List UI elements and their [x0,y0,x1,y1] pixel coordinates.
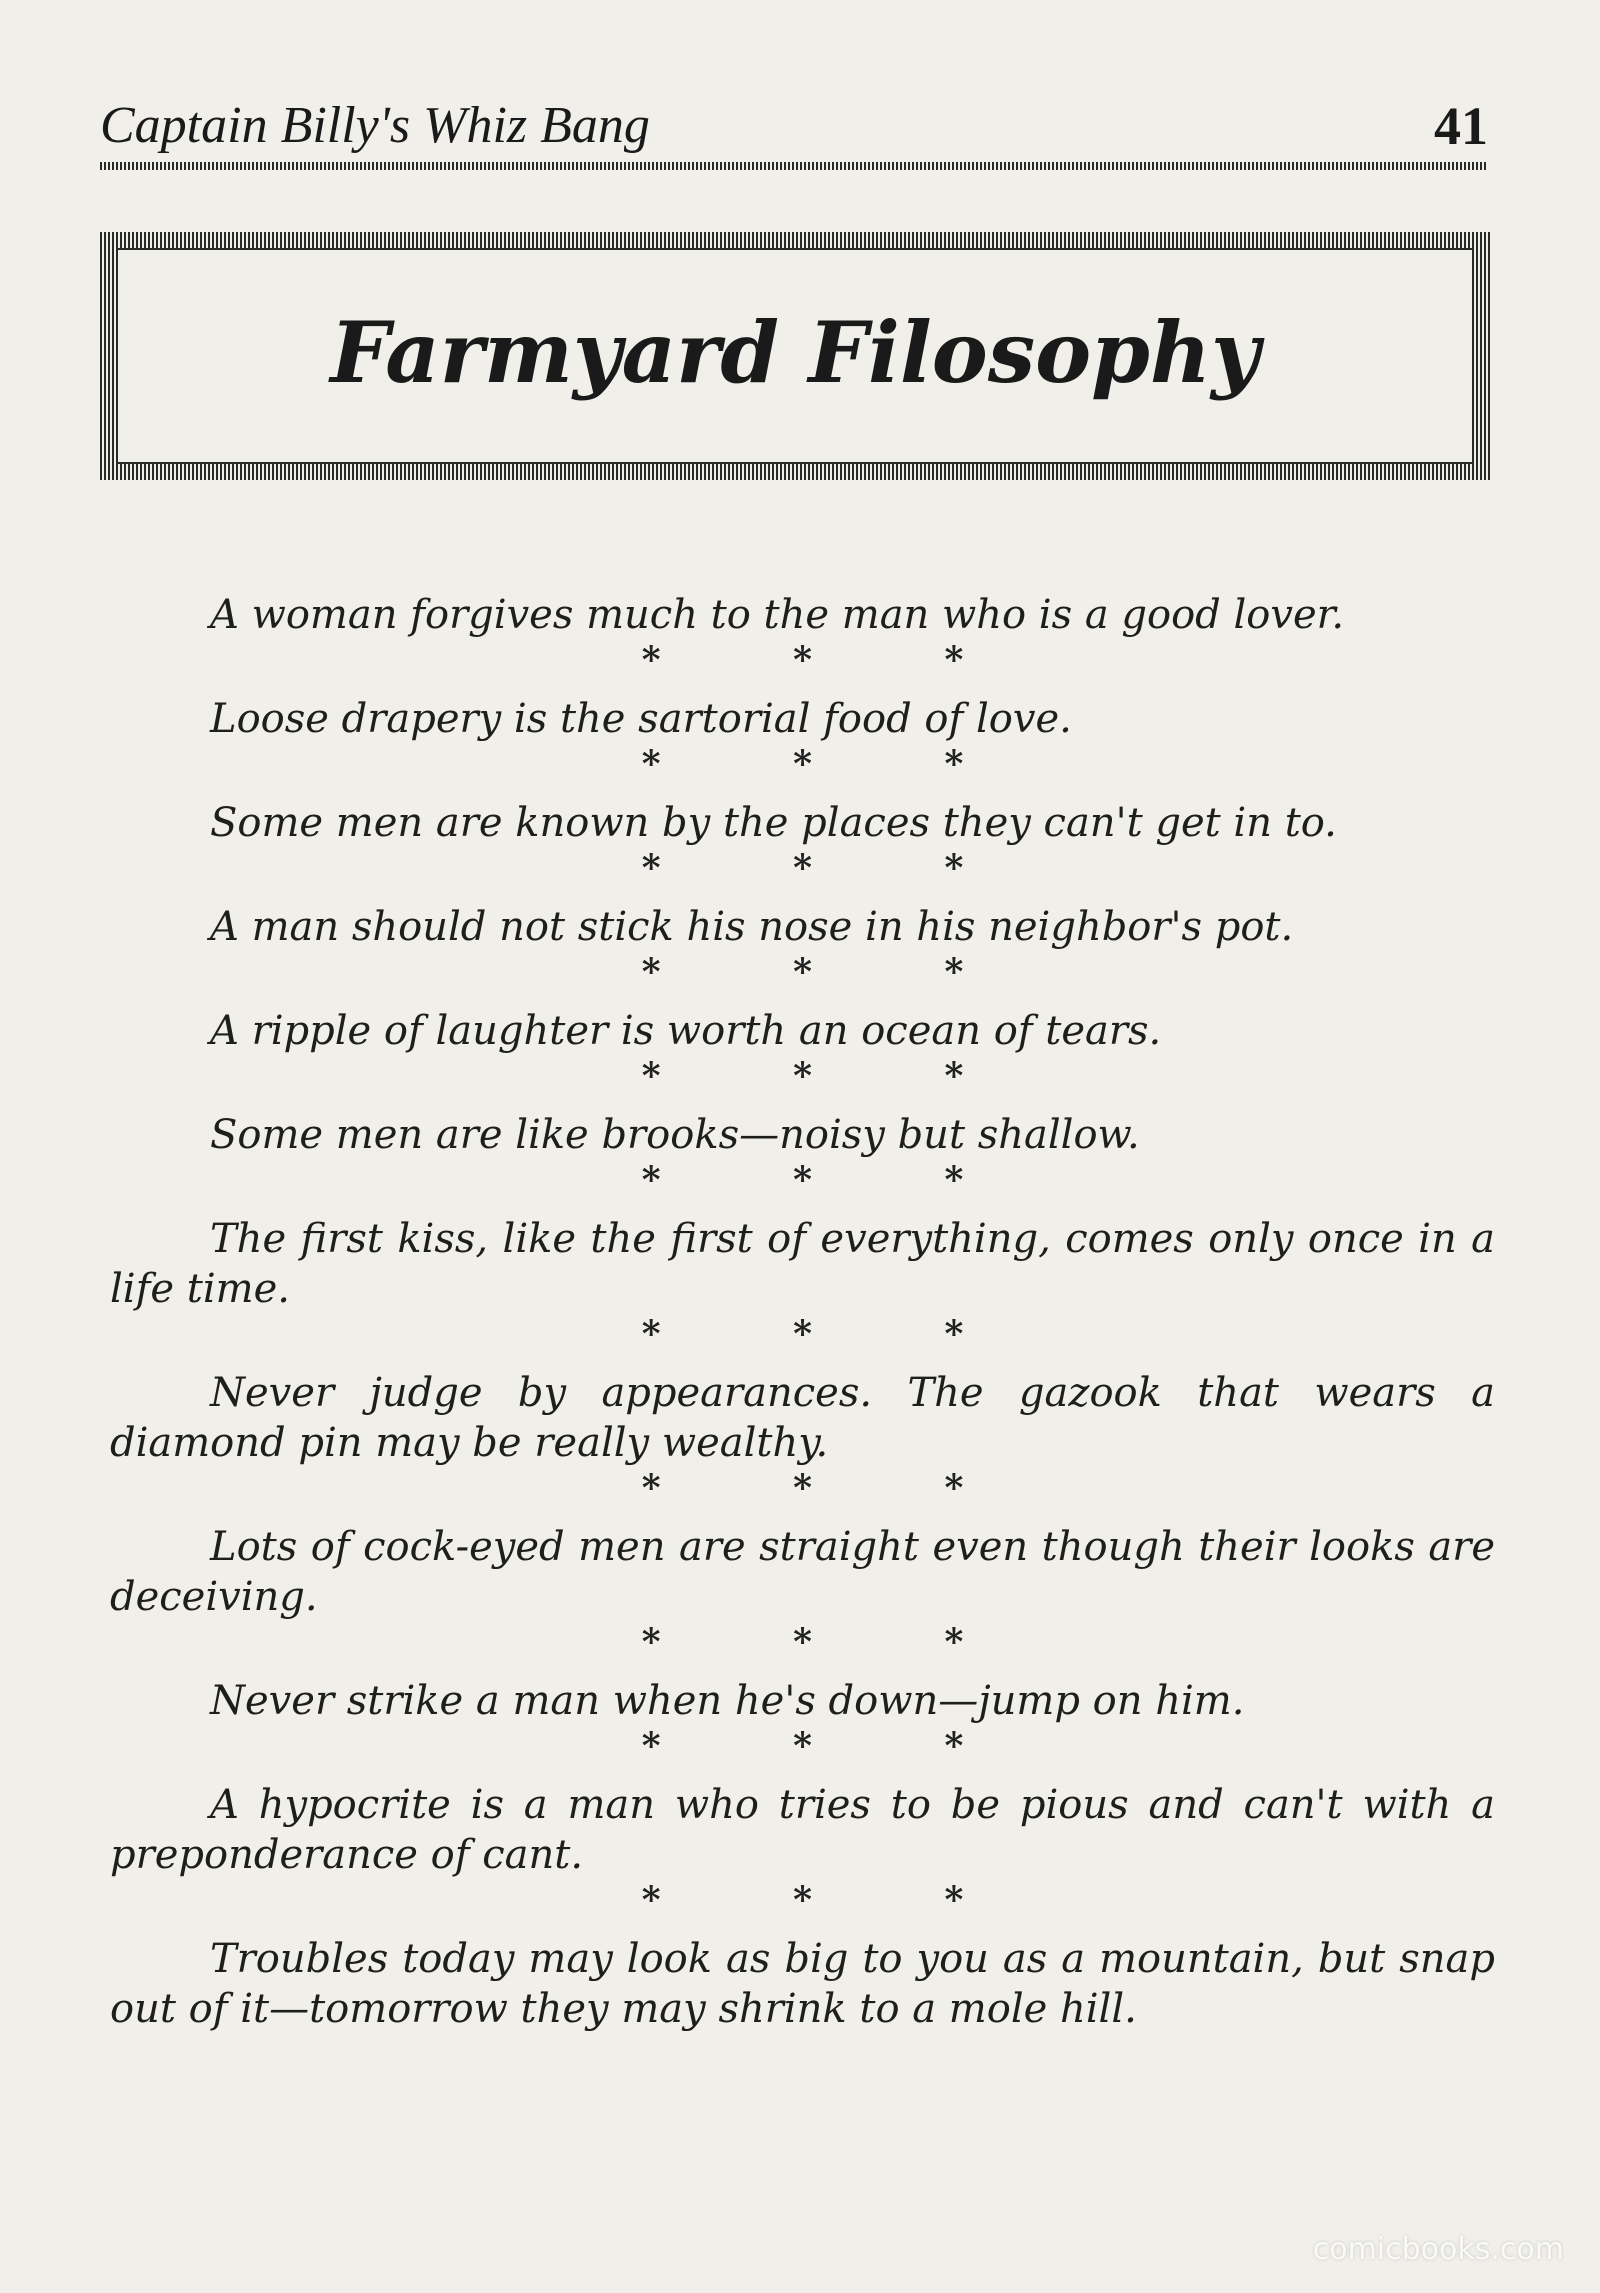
separator: * * * [641,1467,1024,1509]
paragraph: A ripple of laughter is worth an ocean of tears. [210,1008,1162,1054]
separator: * * * [641,951,1024,993]
paragraph: Troubles today may look as big to you as a mountain, but snap out of it—tomorrow they may shrink to a mole hill. [110,1936,1495,2032]
title-box-inner [116,248,1474,464]
watermark: comicbooks.com [1312,2232,1564,2267]
paragraph: Never strike a man when he's down—jump on him. [210,1678,1245,1724]
header-rule [100,162,1488,170]
separator: * * * [641,1725,1024,1767]
separator: * * * [641,1621,1024,1663]
separator: * * * [641,847,1024,889]
paragraph: A hypocrite is a man who tries to be pious and can't with a preponderance of cant. [110,1782,1495,1878]
paragraph: Some men are known by the places they can't get in to. [210,800,1337,846]
page-header [100,96,1488,156]
paragraph: Loose drapery is the sartorial food of love. [210,696,1072,742]
separator: * * * [641,743,1024,785]
title-box [100,232,1490,480]
body-text [110,590,1495,2034]
running-title: Captain Billy's Whiz Bang [100,97,650,154]
paragraph: Some men are like brooks—noisy but shallow. [210,1112,1140,1158]
page-number: 41 [1434,96,1488,156]
separator: * * * [641,1055,1024,1097]
separator: * * * [641,1879,1024,1921]
paragraph: A woman forgives much to the man who is a good lover. [210,592,1345,638]
paragraph: Lots of cock-eyed men are straight even though their looks are deceiving. [110,1524,1495,1620]
section-title: Farmyard Filosophy [330,302,1260,402]
paragraph: The first kiss, like the first of everything, comes only once in a life time. [110,1216,1495,1312]
separator: * * * [641,1159,1024,1201]
separator: * * * [641,639,1024,681]
paragraph: Never judge by appearances. The gazook that wears a diamond pin may be really wealthy. [110,1370,1495,1466]
separator: * * * [641,1313,1024,1355]
paragraph: A man should not stick his nose in his neighbor's pot. [210,904,1294,950]
